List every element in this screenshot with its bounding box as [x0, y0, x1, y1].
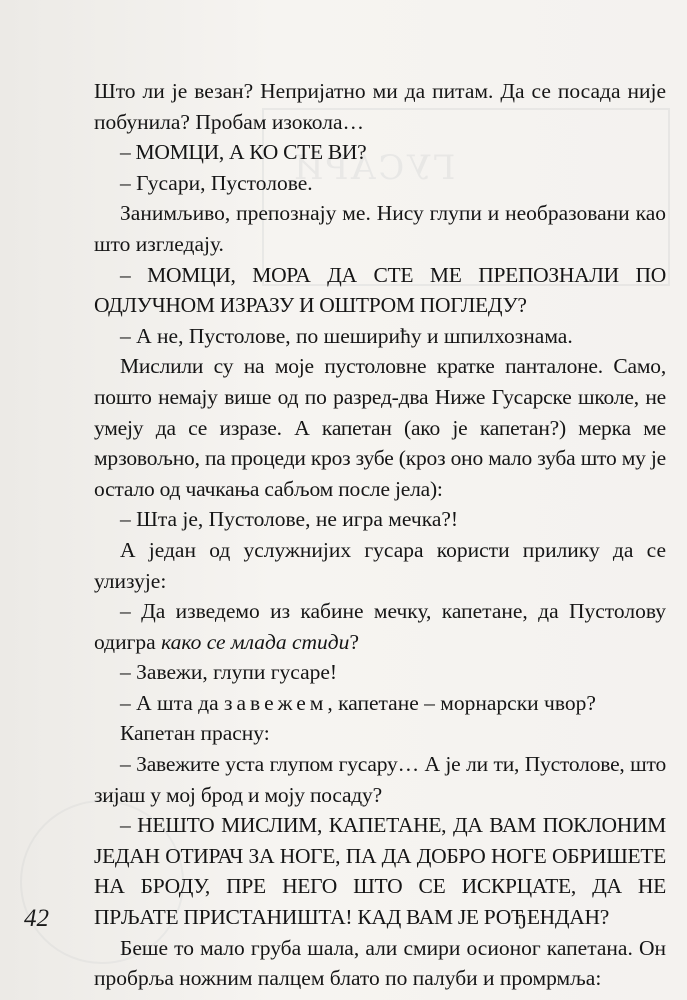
paragraph — [94, 688, 666, 719]
paragraph: – МОМЦИ, МОРА ДА СТЕ МЕ ПРЕПОЗНАЛИ ПО ОДЛУЧНОМ ИЗРАЗУ И ОШТРОМ ПОГЛЕДУ? — [94, 262, 666, 318]
paragraph: Мислили су на моје пустоловне кратке панталоне. Само, пошто немају више од по разред-два Ниже Гусарске школе, не умеју да се изразе. А капетан (ако је капетан?) мерка ме мрзовољно, па процеди кроз зубе (кроз оно мало зуба што му је остало од чачкања сабљом после јела): — [94, 354, 666, 501]
paragraph: – Шта је, Пустолове, не игра мечка?! — [120, 507, 459, 532]
paragraph — [94, 596, 666, 657]
paragraph-text: ? — [349, 629, 359, 654]
paragraph: Занимљиво, препознају ме. Нису глупи и необразовани као што изгледају. — [94, 201, 666, 256]
paragraph: – Завежи, глупи гусаре! — [120, 660, 338, 685]
paragraph: Капетан прасну: — [120, 721, 270, 746]
paragraph: Што ли је везан? Непријатно ми да питам. Да се посада није побунила? Пробам изокола… — [94, 79, 666, 134]
spaced-word: завежем — [224, 690, 328, 715]
body-text — [94, 76, 666, 994]
paragraph: – А не, Пустолове, по шеширићу и шпилхознама. — [120, 323, 573, 348]
emphasized-phrase: како се млада стиди — [161, 629, 350, 654]
paragraph: А један од услужнијих гусара користи прилику да се улизује: — [94, 537, 666, 593]
paragraph: – НЕШТО МИСЛИМ, КАПЕТАНЕ, ДА ВАМ ПОКЛОНИМ ЈЕДАН ОТИРАЧ ЗА НОГЕ, ПА ДА ДОБРО НОГЕ ОБРИШЕТЕ НА БРОДУ, ПРЕ НЕГО ШТО СЕ ИСКРЦАТЕ, ДА НЕ ПРЉАТЕ ПРИСТАНИШТА! КАД ВАМ ЈЕ РОЂЕНДАН? — [94, 813, 666, 930]
paragraph: Беше то мало груба шала, али смири осионог капетана. Он пробрља ножним палцем блато по палуби и промрмља: — [94, 935, 666, 991]
paragraph-text: – Да изведемо из кабине мечку, капетане, да Пустолову одигра — [94, 599, 666, 654]
bleed-through-stamp: ГУСАРИ — [292, 148, 456, 188]
paragraph: – Завежите уста глупом гусару… А је ли ти, Пустолове, што зијаш у мој брод и моју посаду? — [94, 752, 666, 807]
paragraph: – МОМЦИ, А КО СТЕ ВИ? — [120, 140, 367, 165]
paragraph-text: – А шта да — [120, 690, 225, 715]
paragraph: – Гусари, Пустолове. — [120, 170, 313, 195]
paragraph-text: , капетане – морнарски чвор? — [327, 690, 596, 715]
page-number: 42 — [24, 905, 49, 932]
